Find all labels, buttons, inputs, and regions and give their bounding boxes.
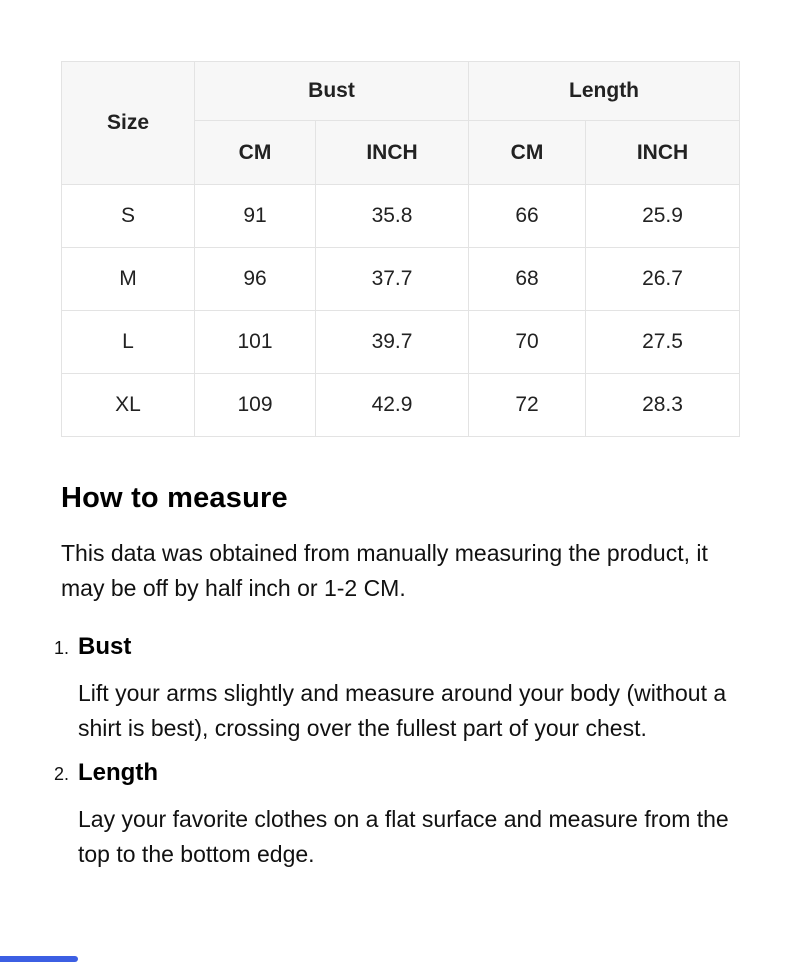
bust-cm-cell: 109 xyxy=(195,374,316,437)
table-row xyxy=(62,311,740,374)
size-cell: L xyxy=(62,311,195,374)
size-cell: S xyxy=(62,185,195,248)
list-item-description: Lift your arms slightly and measure around your body (without a shirt is best), crossing over the fullest part of your chest. xyxy=(78,680,727,741)
bust-inch-cell: 37.7 xyxy=(316,248,469,311)
column-header-length-inch: INCH xyxy=(586,121,740,185)
column-group-bust: Bust xyxy=(195,62,469,121)
length-inch-cell: 27.5 xyxy=(586,311,740,374)
bust-inch-cell: 39.7 xyxy=(316,311,469,374)
measure-steps-list xyxy=(53,632,739,872)
column-header-size: Size xyxy=(62,62,195,185)
size-cell: M xyxy=(62,248,195,311)
column-header-length-cm: CM xyxy=(469,121,586,185)
size-cell: XL xyxy=(62,374,195,437)
length-inch-cell: 26.7 xyxy=(586,248,740,311)
list-item-term: Bust xyxy=(78,633,132,660)
bust-inch-cell: 42.9 xyxy=(316,374,469,437)
measure-intro-text: This data was obtained from manually measuring the product, it may be off by half inch or 1-2 CM. xyxy=(61,540,708,601)
length-inch-cell: 28.3 xyxy=(586,374,740,437)
bust-cm-cell: 96 xyxy=(195,248,316,311)
size-chart-table xyxy=(61,61,740,437)
length-cm-cell: 70 xyxy=(469,311,586,374)
table-row xyxy=(62,374,740,437)
bust-cm-cell: 101 xyxy=(195,311,316,374)
column-group-length: Length xyxy=(469,62,740,121)
list-item xyxy=(53,632,739,746)
how-to-measure-heading: How to measure xyxy=(61,482,288,514)
bust-inch-cell: 35.8 xyxy=(316,185,469,248)
table-row xyxy=(62,248,740,311)
length-cm-cell: 72 xyxy=(469,374,586,437)
list-item-number: 1. xyxy=(53,638,69,658)
length-cm-cell: 68 xyxy=(469,248,586,311)
table-row xyxy=(62,185,740,248)
list-item-description: Lay your favorite clothes on a flat surface and measure from the top to the bottom edge. xyxy=(78,806,729,867)
list-item-number: 2. xyxy=(53,764,69,784)
length-cm-cell: 66 xyxy=(469,185,586,248)
column-header-bust-inch: INCH xyxy=(316,121,469,185)
length-inch-cell: 25.9 xyxy=(586,185,740,248)
bust-cm-cell: 91 xyxy=(195,185,316,248)
list-item-term: Length xyxy=(78,759,158,786)
list-item xyxy=(53,758,739,872)
column-header-bust-cm: CM xyxy=(195,121,316,185)
horizontal-scrollbar-thumb[interactable] xyxy=(0,956,78,962)
